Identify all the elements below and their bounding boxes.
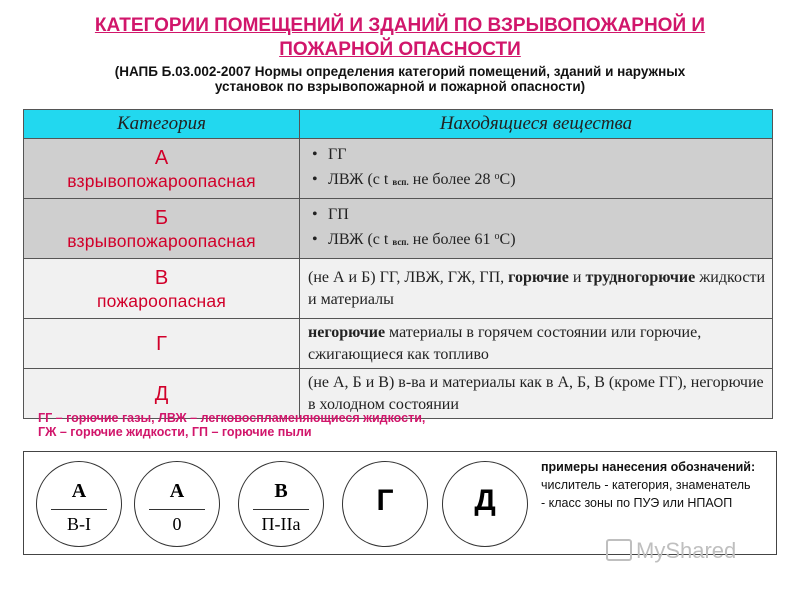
category-letter: Д	[154, 382, 169, 405]
category-letter: А	[154, 146, 169, 169]
category-cell	[24, 319, 300, 369]
title-line-2: ПОЖАРНОЙ ОПАСНОСТИ	[279, 39, 521, 60]
presentation-icon	[606, 539, 632, 561]
category-word: пожароопасная	[96, 290, 227, 311]
category-cell	[24, 199, 300, 259]
categories-table	[23, 109, 773, 419]
category-letter: Б	[154, 206, 169, 229]
examples-description: примеры нанесения обозначений: числитель - категория, знаменатель - класс зоны по ПУЭ или НПАОП	[541, 460, 756, 510]
bullet-icon: •	[312, 171, 318, 188]
bullet-icon: •	[312, 146, 318, 163]
header-category: Категория	[24, 110, 300, 139]
table-header-row	[24, 110, 773, 139]
bullet-icon: •	[312, 231, 318, 248]
category-word: взрывопожароопасная	[67, 170, 256, 191]
substances-cell: (не А и Б) ГГ, ЛВЖ, ГЖ, ГП, горючие и трудногорючие жидкости и материалы	[300, 259, 773, 319]
table-row	[24, 319, 773, 369]
example-circle-d: Д	[442, 461, 528, 547]
bullet-icon: •	[312, 206, 318, 223]
table-row	[24, 199, 773, 259]
example-circle-a-0: А 0	[134, 461, 220, 547]
example-circle-a-vi: А В-І	[36, 461, 122, 547]
substances-cell: (не А, Б и В) в-ва и материалы как в А, Б, В (кроме ГГ), негорючие в холодном состоянии	[300, 369, 773, 419]
example-circle-v-p2a: В П-ІІа	[238, 461, 324, 547]
substances-cell: негорючие материалы в горячем состоянии или горючие, сжигающиеся как топливо	[300, 319, 773, 369]
abbreviation-note: ГГ – горючие газы, ЛВЖ – легковоспламеняющиеся жидкости, ГЖ – горючие жидкости, ГП – горючие пыли	[38, 411, 426, 439]
substances-cell: • ГГ • ЛВЖ (с t всп. не более 28 $^о$С)	[300, 139, 773, 199]
category-word: взрывопожароопасная	[67, 230, 256, 251]
page-title	[20, 14, 780, 62]
title-line-1: КАТЕГОРИИ ПОМЕЩЕНИЙ И ЗДАНИЙ ПО ВЗРЫВОПОЖАРНОЙ И	[94, 15, 706, 36]
table-row	[24, 259, 773, 319]
category-letter: Г	[156, 332, 167, 355]
subtitle-line-2: установок по взрывопожарной и пожарной опасности)	[214, 79, 586, 94]
header-substances: Находящиеся вещества	[300, 110, 773, 139]
watermark: MyShared	[606, 538, 736, 564]
subtitle-line-1: (НАПБ Б.03.002-2007 Нормы определения категорий помещений, зданий и наружных	[114, 64, 686, 79]
category-cell	[24, 259, 300, 319]
example-circle-g: Г	[342, 461, 428, 547]
table-row	[24, 139, 773, 199]
category-cell	[24, 139, 300, 199]
substances-cell: • ГП • ЛВЖ (с t всп. не более 61 $^о$С)	[300, 199, 773, 259]
category-letter: В	[154, 266, 169, 289]
page-subtitle	[60, 64, 740, 94]
